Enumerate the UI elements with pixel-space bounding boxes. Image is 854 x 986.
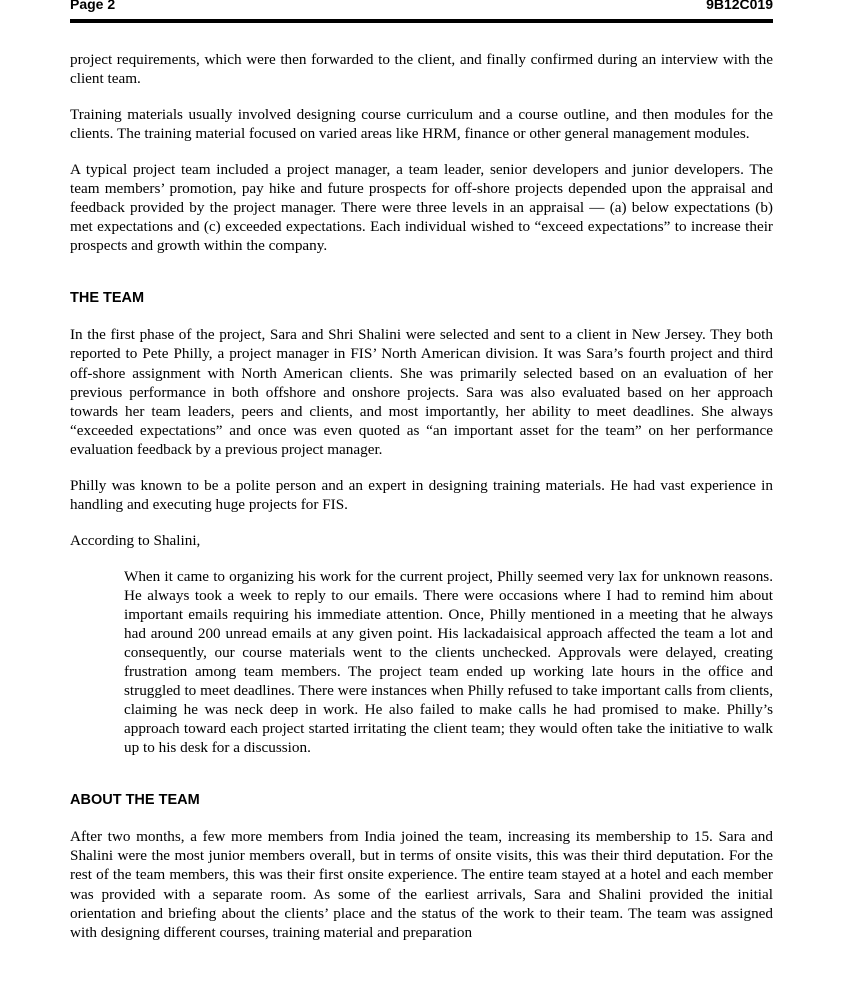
page-header xyxy=(70,0,773,23)
paragraph: In the first phase of the project, Sara and Shri Shalini were selected and sent to a client in New Jersey. They both reported to Pete Philly, a project manager in FIS’ North American division. It was Sara’s fourth project and third off-shore assignment with North American clients. She was primarily selected based on an evaluation of her previous performance in both offshore and onshore projects. Sara was also evaluated based on her approach towards her team leaders, peers and clients, and most importantly, her ability to meet deadlines. She always “exceeded expectations” and once was even quoted as “an important asset for the team” on her performance evaluation feedback by a previous project manager. xyxy=(70,326,773,458)
section-heading-about-the-team: ABOUT THE TEAM xyxy=(70,792,200,809)
page-number: Page 2 xyxy=(70,0,116,12)
block-quote: When it came to organizing his work for the current project, Philly seemed very lax for unknown reasons. He always took a week to reply to our emails. There were occasions where I had to remind him about important emails requiring his immediate attention. Once, Philly mentioned in a meeting that he always had around 200 unread emails at any given point. His lackadaisical approach affected the team a lot and consequently, our course materials went to the clients unchecked. Approvals were delayed, creating frustration among team members. The project team ended up working late hours in the office and struggled to meet deadlines. There were instances when Philly refused to take important calls from clients, claiming he was neck deep in work. He also failed to make calls he had promised to make. Philly’s approach toward each project started irritating the client team; they would often take the initiative to walk up to his desk for a discussion. xyxy=(124,567,773,757)
section-heading-the-team: THE TEAM xyxy=(70,290,145,307)
document-body xyxy=(70,50,773,959)
paragraph: After two months, a few more members from India joined the team, increasing its membership to 15. Sara and Shalini were the most junior members overall, but in terms of onsite visits, this was their third deputation. For the rest of the team members, this was their first onsite experience. The entire team stayed at a hotel and each member was provided with a separate room. As some of the earliest arrivals, Sara and Shalini provided the initial orientation and briefing about the clients’ place and the status of the work to their team. The team was assigned with designing different courses, training material and preparation xyxy=(70,828,773,941)
case-number: 9B12C019 xyxy=(706,0,773,12)
paragraph: project requirements, which were then forwarded to the client, and finally confirmed during an interview with the client team. xyxy=(70,51,773,88)
paragraph: According to Shalini, xyxy=(70,531,201,549)
paragraph: Philly was known to be a polite person and an expert in designing training materials. He had vast experience in handling and executing huge projects for FIS. xyxy=(70,476,773,513)
paragraph: Training materials usually involved designing course curriculum and a course outline, and then modules for the clients. The training material focused on varied areas like HRM, finance or other general management modules. xyxy=(70,106,773,143)
paragraph: A typical project team included a project manager, a team leader, senior developers and junior developers. The team members’ promotion, pay hike and future prospects for off-shore projects depended upon the appraisal and feedback provided by the project manager. There were three levels in an appraisal — (a) below expectations (b) met expectations and (c) exceeded expectations. Each individual wished to “exceed expectations” to increase their prospects and growth within the company. xyxy=(70,161,773,255)
